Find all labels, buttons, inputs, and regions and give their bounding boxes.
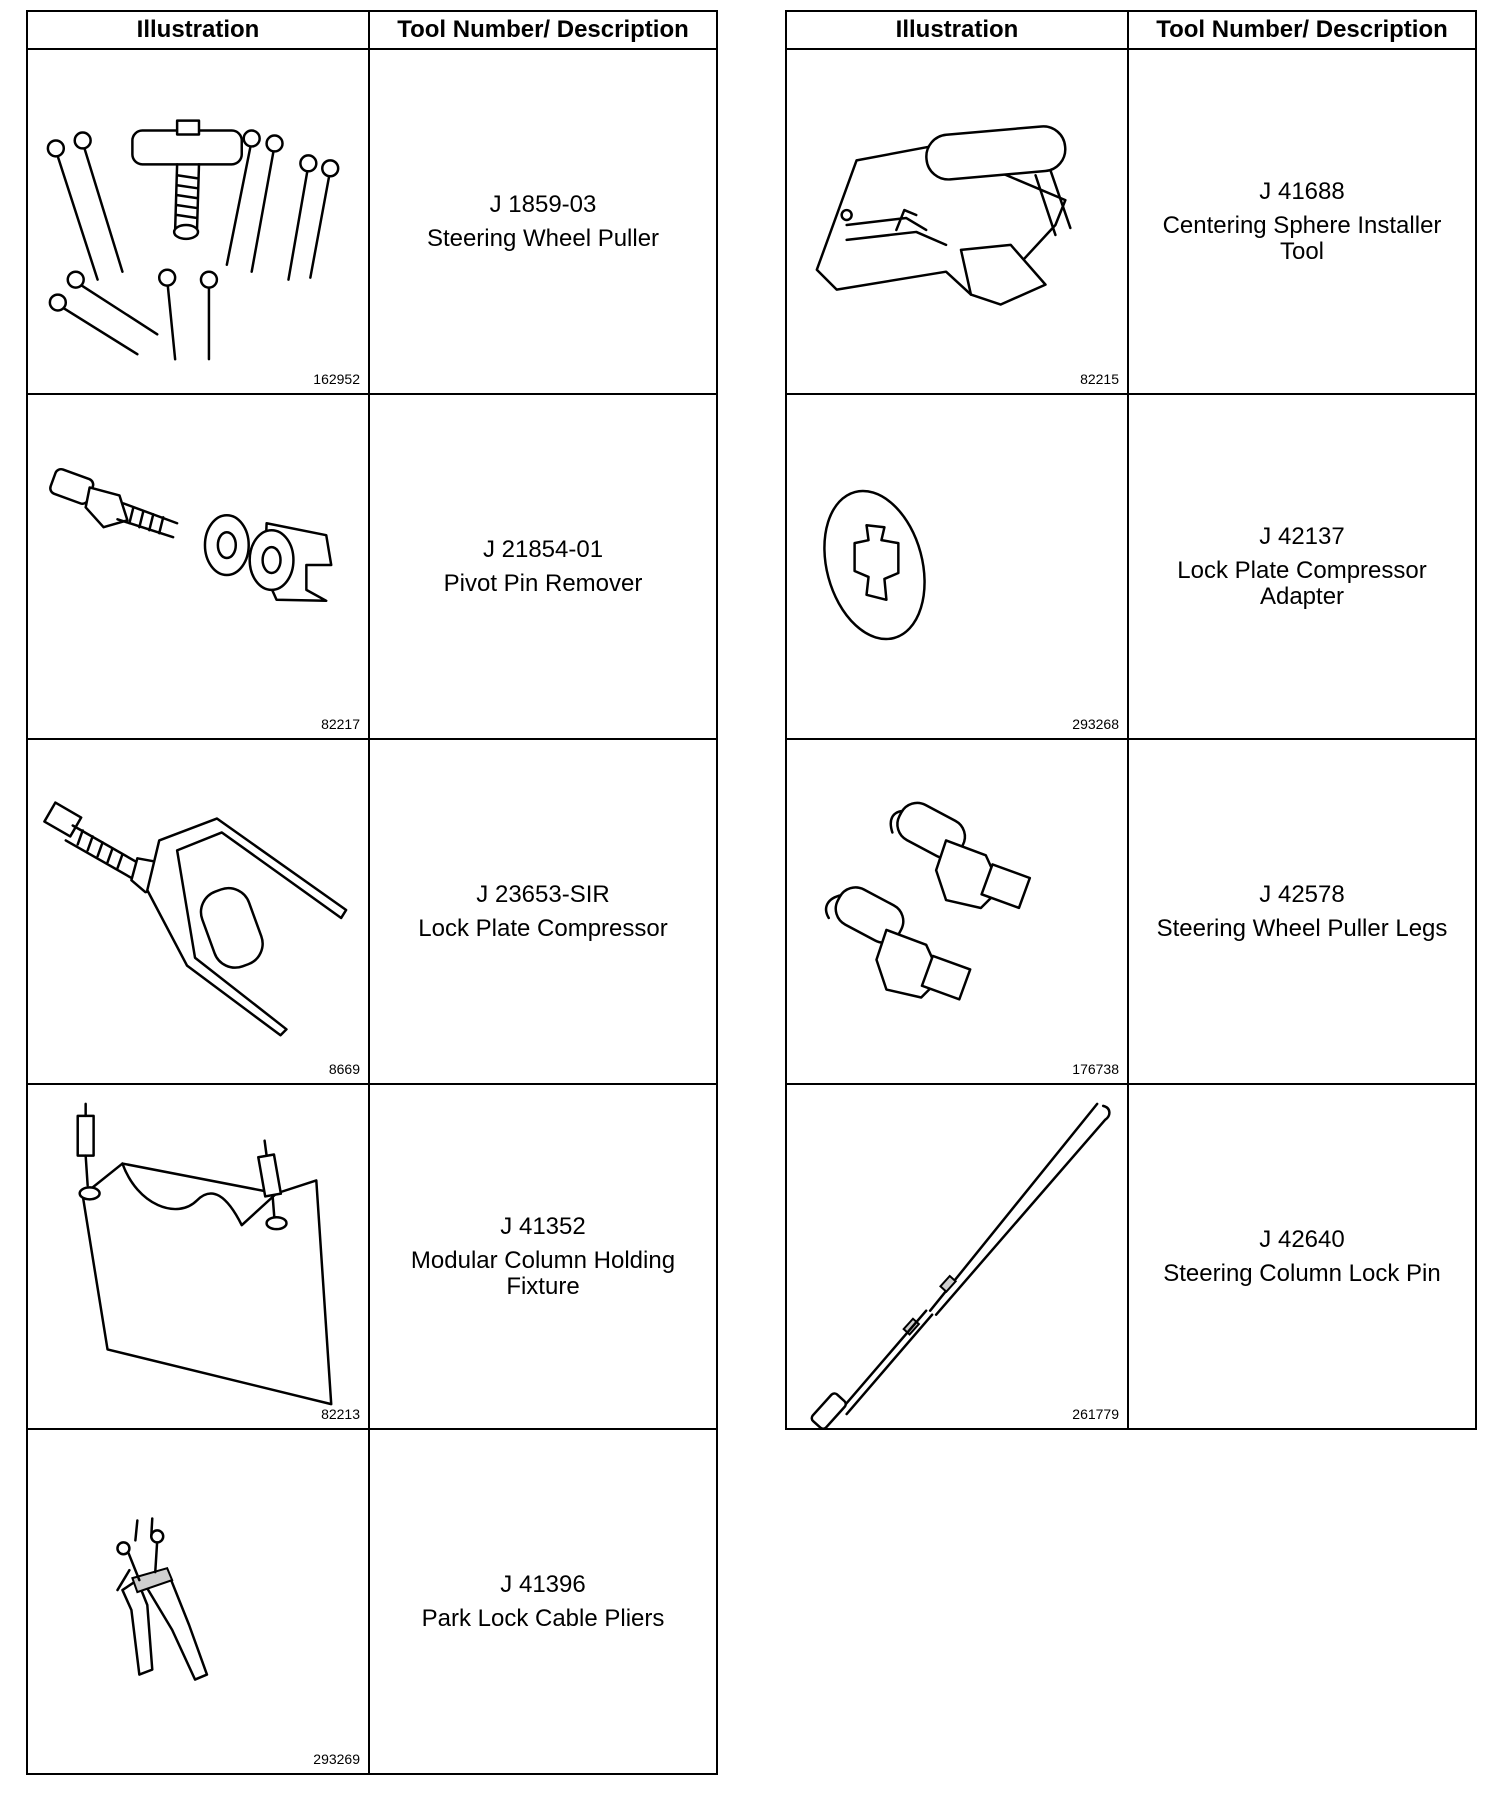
header-row (786, 11, 1476, 49)
tool-name: Steering Wheel Puller (426, 224, 660, 252)
description-cell (369, 49, 717, 394)
description-cell (1128, 49, 1476, 394)
figure-id: 8669 (328, 1061, 360, 1077)
illustration-cell (27, 1429, 369, 1774)
description-cell (369, 1084, 717, 1429)
tool-number: J 41352 (500, 1212, 586, 1240)
tool-name: Lock Plate Compressor (418, 914, 668, 942)
description-cell (369, 394, 717, 739)
figure-id: 293269 (313, 1751, 360, 1767)
figure-id: 162952 (313, 371, 360, 387)
tool-header: Tool Number/ Description (369, 11, 717, 49)
table-row (786, 739, 1476, 1084)
figure-id: 82215 (1080, 371, 1119, 387)
tools-table-left (26, 10, 718, 1775)
table-row (27, 49, 717, 394)
description-cell (1128, 394, 1476, 739)
figure-id: 176738 (1072, 1061, 1119, 1077)
illustration-header: Illustration (786, 11, 1128, 49)
illustration-cell (786, 739, 1128, 1084)
table-row (786, 1084, 1476, 1429)
description-cell (369, 1429, 717, 1774)
pivot-pin-remover-icon (28, 395, 368, 738)
figure-id: 82213 (321, 1406, 360, 1422)
tool-name: Steering Wheel Puller Legs (1156, 914, 1448, 942)
tool-name: Pivot Pin Remover (443, 569, 643, 597)
illustration-cell (786, 49, 1128, 394)
steering-wheel-puller-icon (28, 50, 368, 393)
illustration-cell (27, 739, 369, 1084)
table-row (27, 739, 717, 1084)
puller-legs-icon (787, 740, 1127, 1083)
tool-number: J 42640 (1259, 1225, 1345, 1253)
tool-name: Park Lock Cable Pliers (421, 1604, 665, 1632)
tool-name: Centering Sphere Installer Tool (1162, 211, 1442, 265)
tool-header: Tool Number/ Description (1128, 11, 1476, 49)
table-row (786, 394, 1476, 739)
illustration-cell (27, 394, 369, 739)
tools-table-right (785, 10, 1477, 1430)
tool-name: Lock Plate Compressor Adapter (1177, 556, 1427, 610)
lock-plate-compressor-icon (28, 740, 368, 1083)
figure-id: 82217 (321, 716, 360, 732)
header-row (27, 11, 717, 49)
illustration-cell (27, 49, 369, 394)
description-cell (1128, 1084, 1476, 1429)
tool-number: J 21854-01 (482, 535, 604, 563)
tool-number: J 1859-03 (489, 190, 597, 218)
tool-name: Steering Column Lock Pin (1163, 1259, 1441, 1287)
description-cell (1128, 739, 1476, 1084)
table-row (786, 49, 1476, 394)
compressor-adapter-icon (787, 395, 1127, 738)
tool-number: J 41688 (1259, 177, 1345, 205)
centering-sphere-installer-icon (787, 50, 1127, 393)
table-row (27, 1429, 717, 1774)
illustration-cell (786, 394, 1128, 739)
description-cell (369, 739, 717, 1084)
table-row (27, 1084, 717, 1429)
table-row (27, 394, 717, 739)
tool-number: J 41396 (500, 1570, 586, 1598)
tool-number: J 42137 (1259, 522, 1345, 550)
figure-id: 261779 (1072, 1406, 1119, 1422)
illustration-cell (786, 1084, 1128, 1429)
tool-name: Modular Column Holding Fixture (410, 1246, 676, 1300)
holding-fixture-icon (28, 1085, 368, 1428)
illustration-header: Illustration (27, 11, 369, 49)
lock-pin-icon (787, 1085, 1127, 1428)
illustration-cell (27, 1084, 369, 1429)
cable-pliers-icon (28, 1430, 368, 1773)
figure-id: 293268 (1072, 716, 1119, 732)
tool-number: J 23653-SIR (476, 880, 610, 908)
tool-number: J 42578 (1259, 880, 1345, 908)
